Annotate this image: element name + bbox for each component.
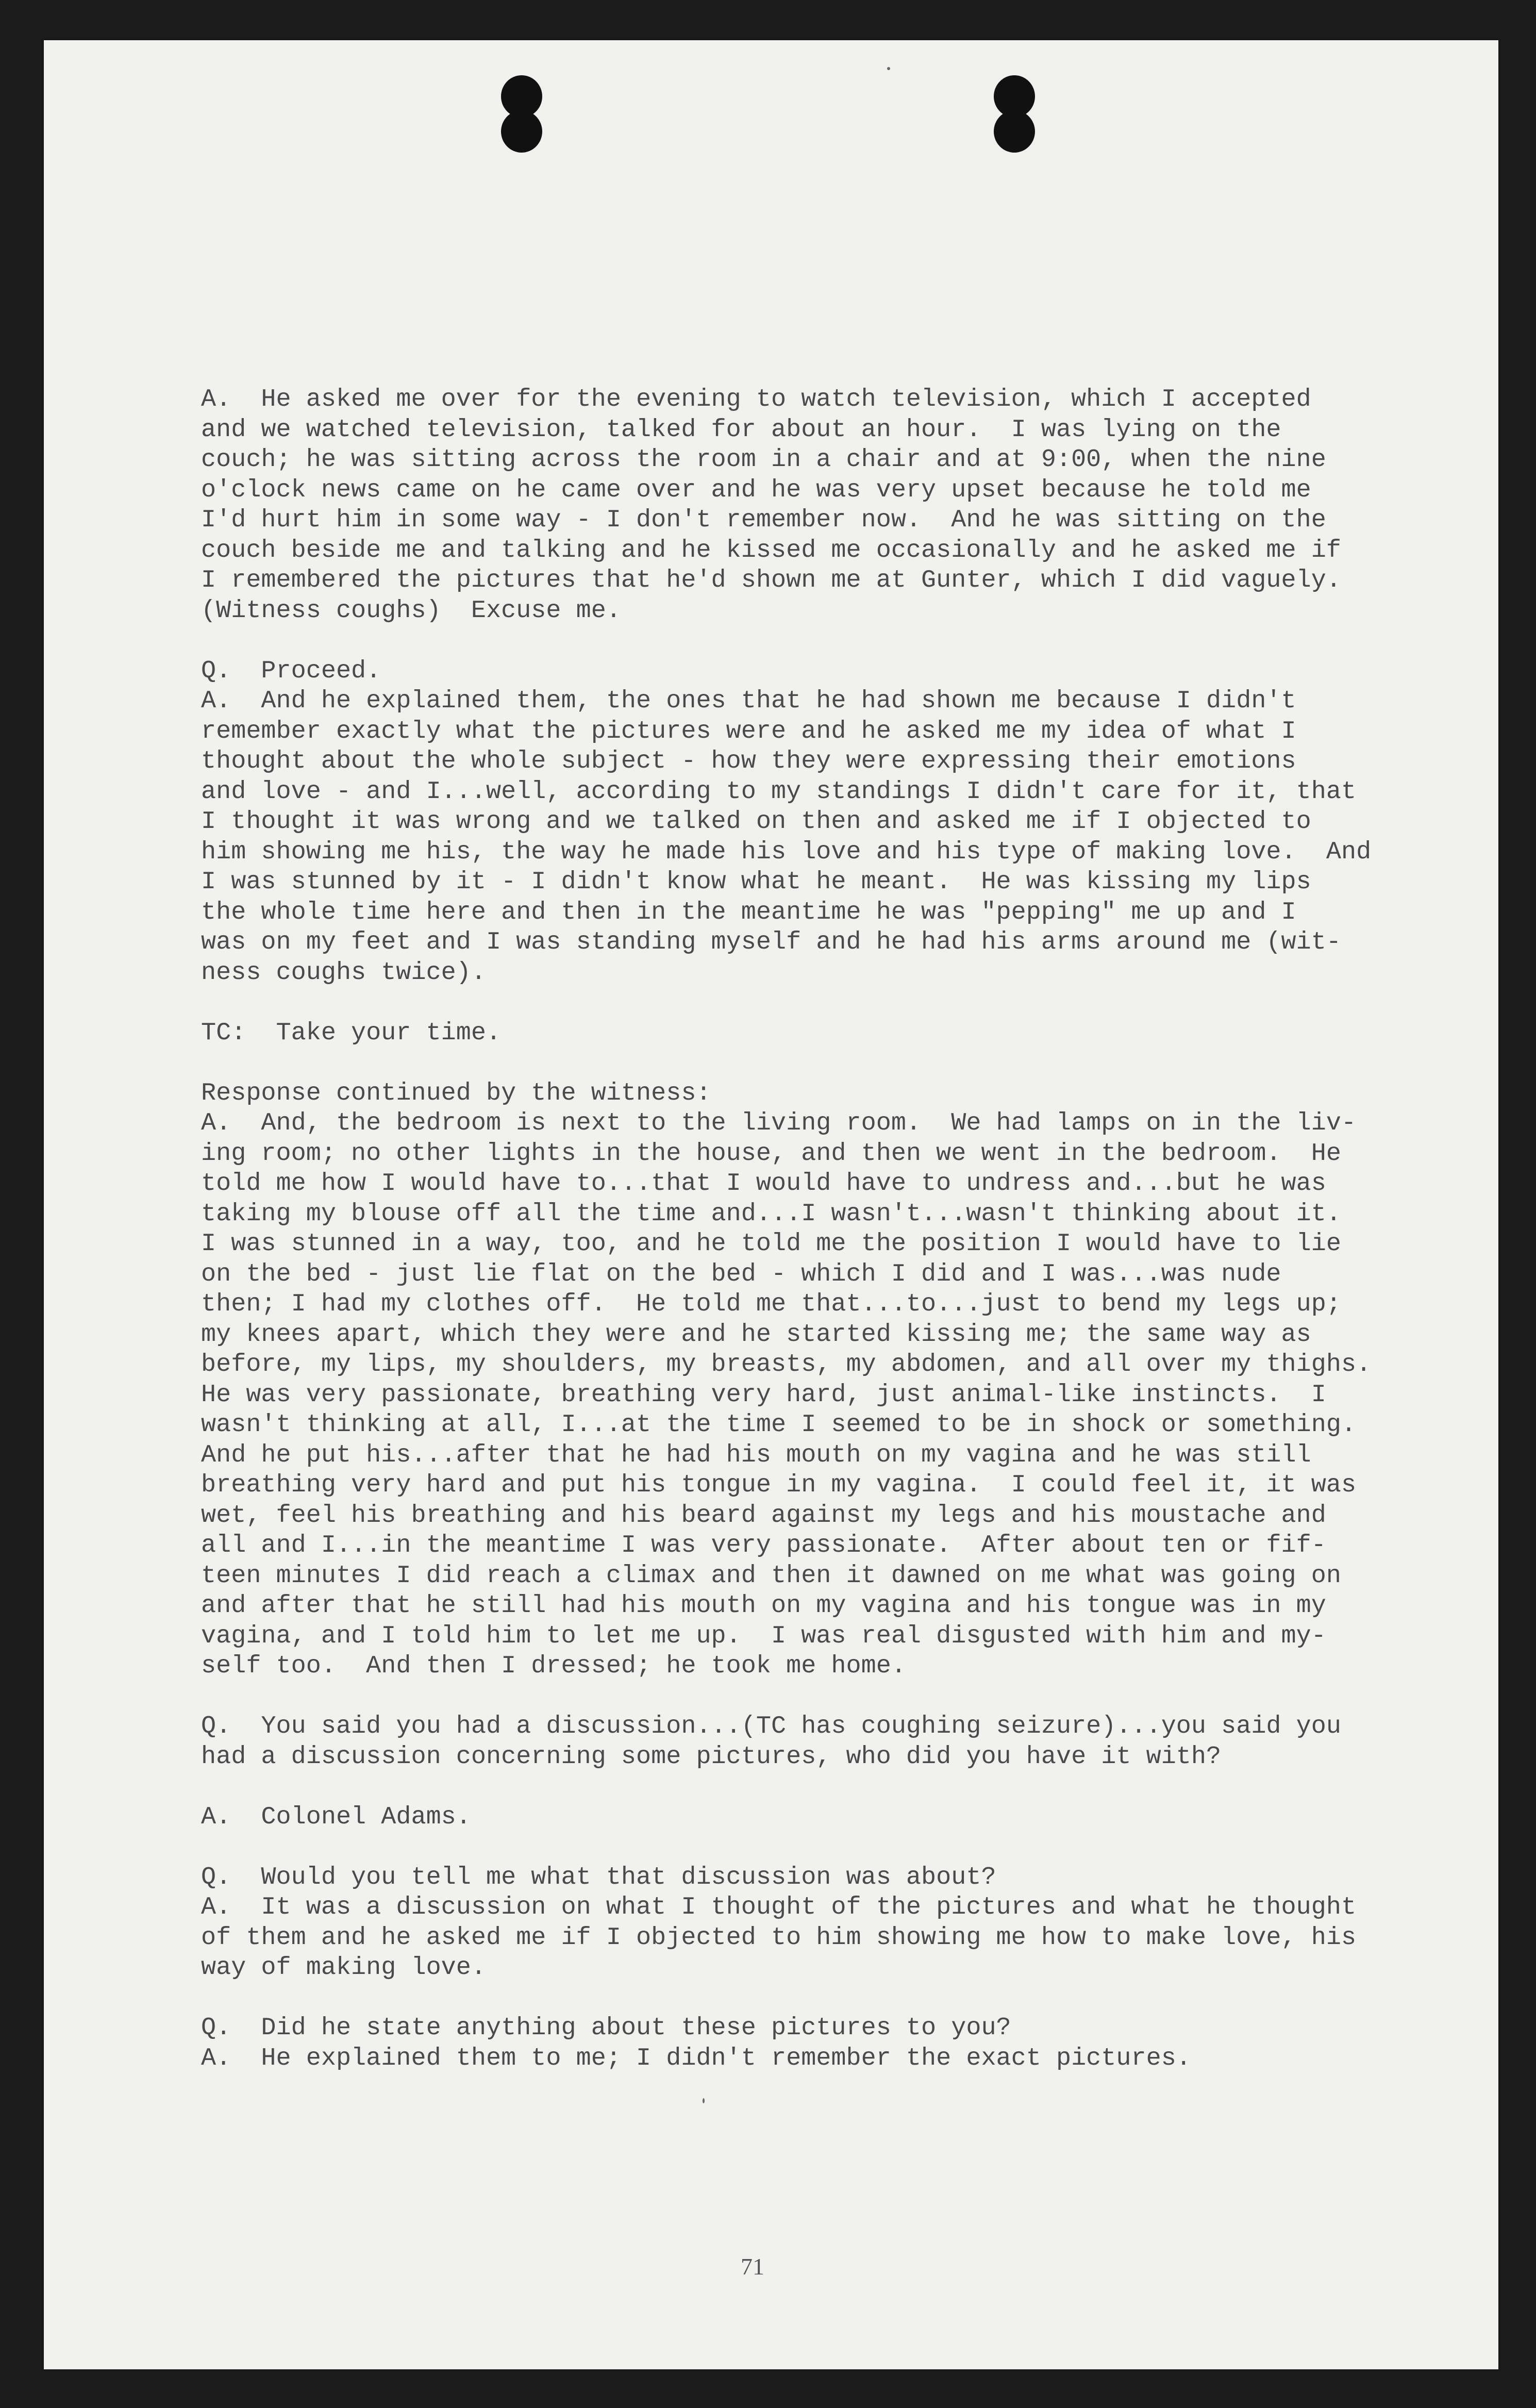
transcript-line: remember exactly what the pictures were and he asked me my idea of what I [201,717,1296,745]
paragraph-gap [201,1048,1438,1078]
transcript-line: (Witness coughs) Excuse me. [201,596,621,625]
transcript-line: Q. You said you had a discussion...(TC has coughing seizure)...you said you [201,1712,1341,1740]
transcript-line: Q. Did he state anything about these pictures to you? [201,2014,1011,2042]
paragraph-gap [201,1832,1438,1863]
transcript-line: And he put his...after that he had his mouth on my vagina and he was still [201,1440,1311,1469]
transcript-line: A. He explained them to me; I didn't remember the exact pictures. [201,2044,1191,2072]
transcript-line: then; I had my clothes off. He told me that...to...just to bend my legs up; [201,1290,1341,1318]
paper-speck [887,67,890,70]
transcript-line: the whole time here and then in the meantime he was "pepping" me up and I [201,898,1296,926]
transcript-line: Q. Would you tell me what that discussion was about? [201,1863,996,1891]
transcript-line: before, my lips, my shoulders, my breasts, my abdomen, and all over my thighs. [201,1350,1372,1379]
binder-hole-right [994,75,1035,153]
transcript-line: all and I...in the meantime I was very passionate. After about ten or fif- [201,1531,1326,1559]
transcript-line: I was stunned by it - I didn't know what he meant. He was kissing my lips [201,868,1311,896]
binder-hole-left [501,75,542,153]
transcript-line: o'clock news came on he came over and he was very upset because he told me [201,475,1311,504]
typewritten-page [44,40,1498,2369]
transcript-line: A. He asked me over for the evening to watch television, which I accepted [201,385,1311,413]
transcript-line: vagina, and I told him to let me up. I was real disgusted with him and my- [201,1621,1326,1650]
transcript-line: him showing me his, the way he made his love and his type of making love. And [201,837,1372,866]
transcript-line: A. Colonel Adams. [201,1802,471,1831]
transcript-line: ing room; no other lights in the house, and then we went in the bedroom. He [201,1139,1341,1168]
transcript-line: told me how I would have to...that I would have to undress and...but he was [201,1169,1326,1198]
transcript-body [201,385,1438,2073]
transcript-line: I was stunned in a way, too, and he told me the position I would have to lie [201,1230,1341,1258]
paragraph-gap [201,626,1438,656]
paragraph-gap [201,988,1438,1018]
transcript-line: on the bed - just lie flat on the bed - which I did and I was...was nude [201,1259,1281,1288]
paragraph-gap [201,1772,1438,1802]
paragraph-gap [201,1983,1438,2014]
paper-speck [703,2098,705,2103]
transcript-line: TC: Take your time. [201,1018,502,1047]
transcript-line: A. It was a discussion on what I thought of the pictures and what he thought [201,1893,1357,1921]
transcript-line: breathing very hard and put his tongue in my vagina. I could feel it, it was [201,1471,1357,1499]
transcript-line: my knees apart, which they were and he started kissing me; the same way as [201,1320,1311,1349]
paragraph-gap [201,1682,1438,1712]
transcript-line: had a discussion concerning some pictures, who did you have it with? [201,1742,1222,1771]
transcript-line: I remembered the pictures that he'd shown me at Gunter, which I did vaguely. [201,566,1341,594]
transcript-line: ness coughs twice). [201,958,486,987]
transcript-line: A. And, the bedroom is next to the living room. We had lamps on in the liv- [201,1109,1357,1137]
transcript-line: Q. Proceed. [201,656,381,685]
transcript-line: self too. And then I dressed; he took me home. [201,1652,906,1680]
transcript-line: teen minutes I did reach a climax and then it dawned on me what was going on [201,1561,1341,1590]
transcript-line: couch; he was sitting across the room in a chair and at 9:00, when the nine [201,445,1326,474]
transcript-line: taking my blouse off all the time and...I wasn't...wasn't thinking about it. [201,1199,1341,1228]
transcript-line: He was very passionate, breathing very hard, just animal-like instincts. I [201,1380,1326,1409]
transcript-line: wet, feel his breathing and his beard against my legs and his moustache and [201,1501,1326,1530]
page-number: 71 [741,2253,764,2280]
transcript-line: wasn't thinking at all, I...at the time I seemed to be in shock or something. [201,1410,1357,1439]
transcript-line: of them and he asked me if I objected to him showing me how to make love, his [201,1923,1357,1952]
transcript-line: and after that he still had his mouth on my vagina and his tongue was in my [201,1591,1326,1620]
binder-hole-left-lower [501,110,542,153]
transcript-line: couch beside me and talking and he kissed me occasionally and he asked me if [201,536,1341,564]
transcript-line: way of making love. [201,1953,486,1982]
transcript-line: Response continued by the witness: [201,1078,711,1107]
transcript-line: and love - and I...well, according to my standings I didn't care for it, that [201,777,1357,806]
transcript-line: was on my feet and I was standing myself and he had his arms around me (wit- [201,928,1341,956]
transcript-line: I thought it was wrong and we talked on then and asked me if I objected to [201,807,1311,836]
transcript-line: A. And he explained them, the ones that he had shown me because I didn't [201,687,1296,715]
transcript-line: thought about the whole subject - how they were expressing their emotions [201,747,1296,775]
transcript-line: and we watched television, talked for about an hour. I was lying on the [201,415,1281,444]
binder-hole-right-lower [994,110,1035,153]
transcript-line: I'd hurt him in some way - I don't remember now. And he was sitting on the [201,506,1326,534]
